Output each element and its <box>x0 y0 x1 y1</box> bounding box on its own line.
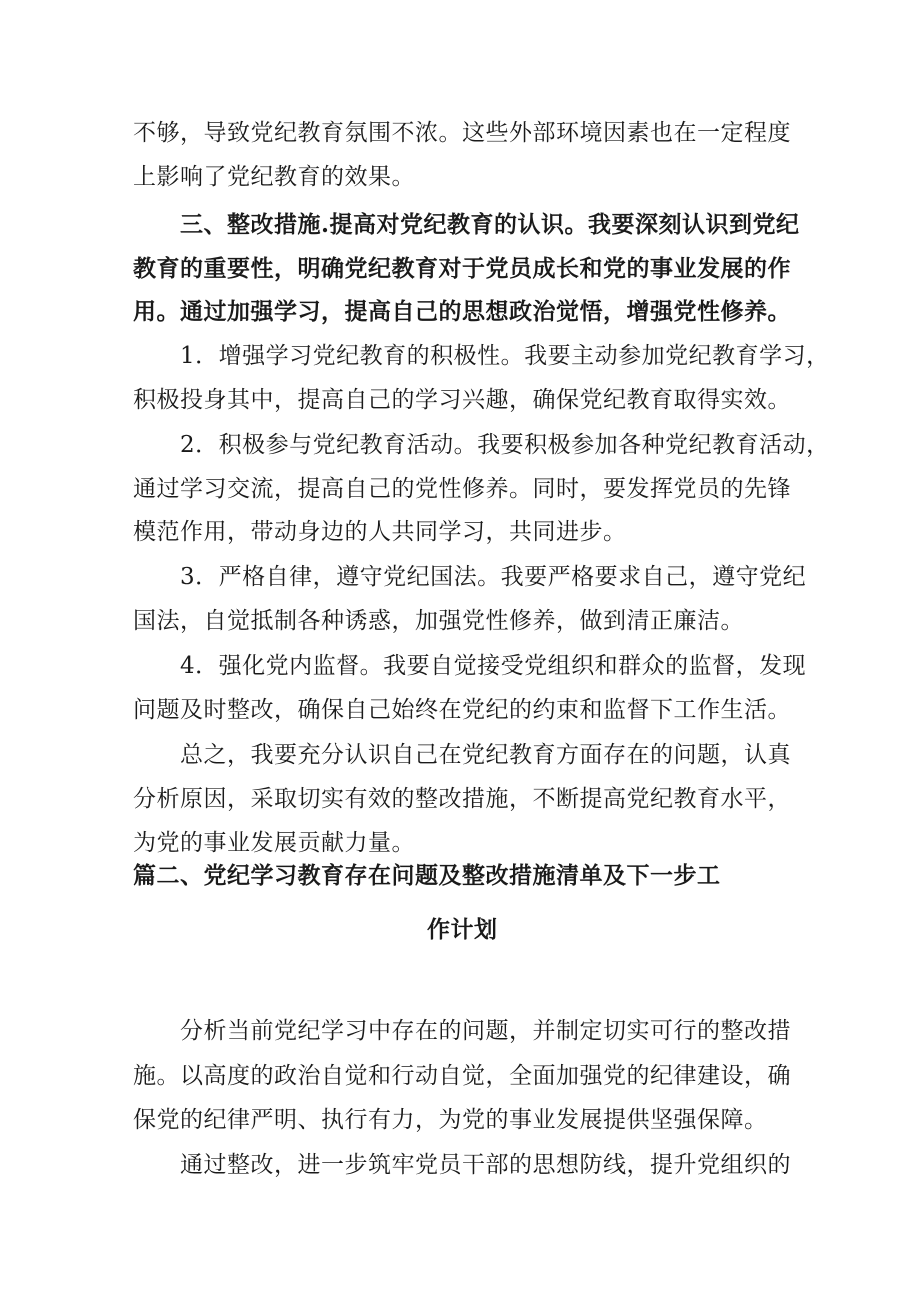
paragraph-line: 保党的纪律严明、执行有力，为党的事业发展提供坚强保障。 <box>133 1107 768 1133</box>
list-item-line: 问题及时整改，确保自己始终在党纪的约束和监督下工作生活。 <box>133 697 791 723</box>
list-item-line: 1．增强学习党纪教育的积极性。我要主动参加党纪教育学习， <box>180 343 830 369</box>
paragraph-line: 分析当前党纪学习中存在的问题，并制定切实可行的整改措 <box>180 1018 791 1044</box>
article-title-line: 作计划 <box>427 916 498 943</box>
list-item-line: 积极投身其中，提高自己的学习兴趣，确保党纪教育取得实效。 <box>133 387 791 413</box>
section-heading-line: 三、整改措施.提高对党纪教育的认识。我要深刻认识到党纪 <box>180 211 800 238</box>
section-heading-line: 教育的重要性，明确党纪教育对于党员成长和党的事业发展的作 <box>133 255 791 282</box>
section-heading-line: 用。通过加强学习，提高自己的思想政治觉悟，增强党性修养。 <box>133 298 791 325</box>
list-item-line: 3．严格自律，遵守党纪国法。我要严格要求自己，遵守党纪 <box>180 564 807 590</box>
paragraph-line: 通过整改，进一步筑牢党员干部的思想防线，提升党组织的 <box>180 1152 791 1178</box>
paragraph-line: 不够，导致党纪教育氛围不浓。这些外部环境因素也在一定程度 <box>133 120 791 146</box>
paragraph-line: 为党的事业发展贡献力量。 <box>133 830 415 856</box>
paragraph-line: 施。以高度的政治自觉和行动自觉，全面加强党的纪律建设，确 <box>133 1063 791 1089</box>
list-item-line: 4．强化党内监督。我要自觉接受党组织和群众的监督，发现 <box>180 653 807 679</box>
paragraph-line: 上影响了党纪教育的效果。 <box>133 164 415 190</box>
list-item-line: 2．积极参与党纪教育活动。我要积极参加各种党纪教育活动， <box>180 432 830 458</box>
list-item-line: 模范作用，带动身边的人共同学习，共同进步。 <box>133 519 627 545</box>
paragraph-line: 总之，我要充分认识自己在党纪教育方面存在的问题，认真 <box>180 742 791 768</box>
list-item-line: 国法，自觉抵制各种诱惑，加强党性修养，做到清正廉洁。 <box>133 608 744 634</box>
paragraph-line: 分析原因，采取切实有效的整改措施，不断提高党纪教育水平， <box>133 786 791 812</box>
article-title-line: 篇二、党纪学习教育存在问题及整改措施清单及下一步工 <box>133 862 721 889</box>
list-item-line: 通过学习交流，提高自己的党性修养。同时，要发挥党员的先锋 <box>133 476 791 502</box>
